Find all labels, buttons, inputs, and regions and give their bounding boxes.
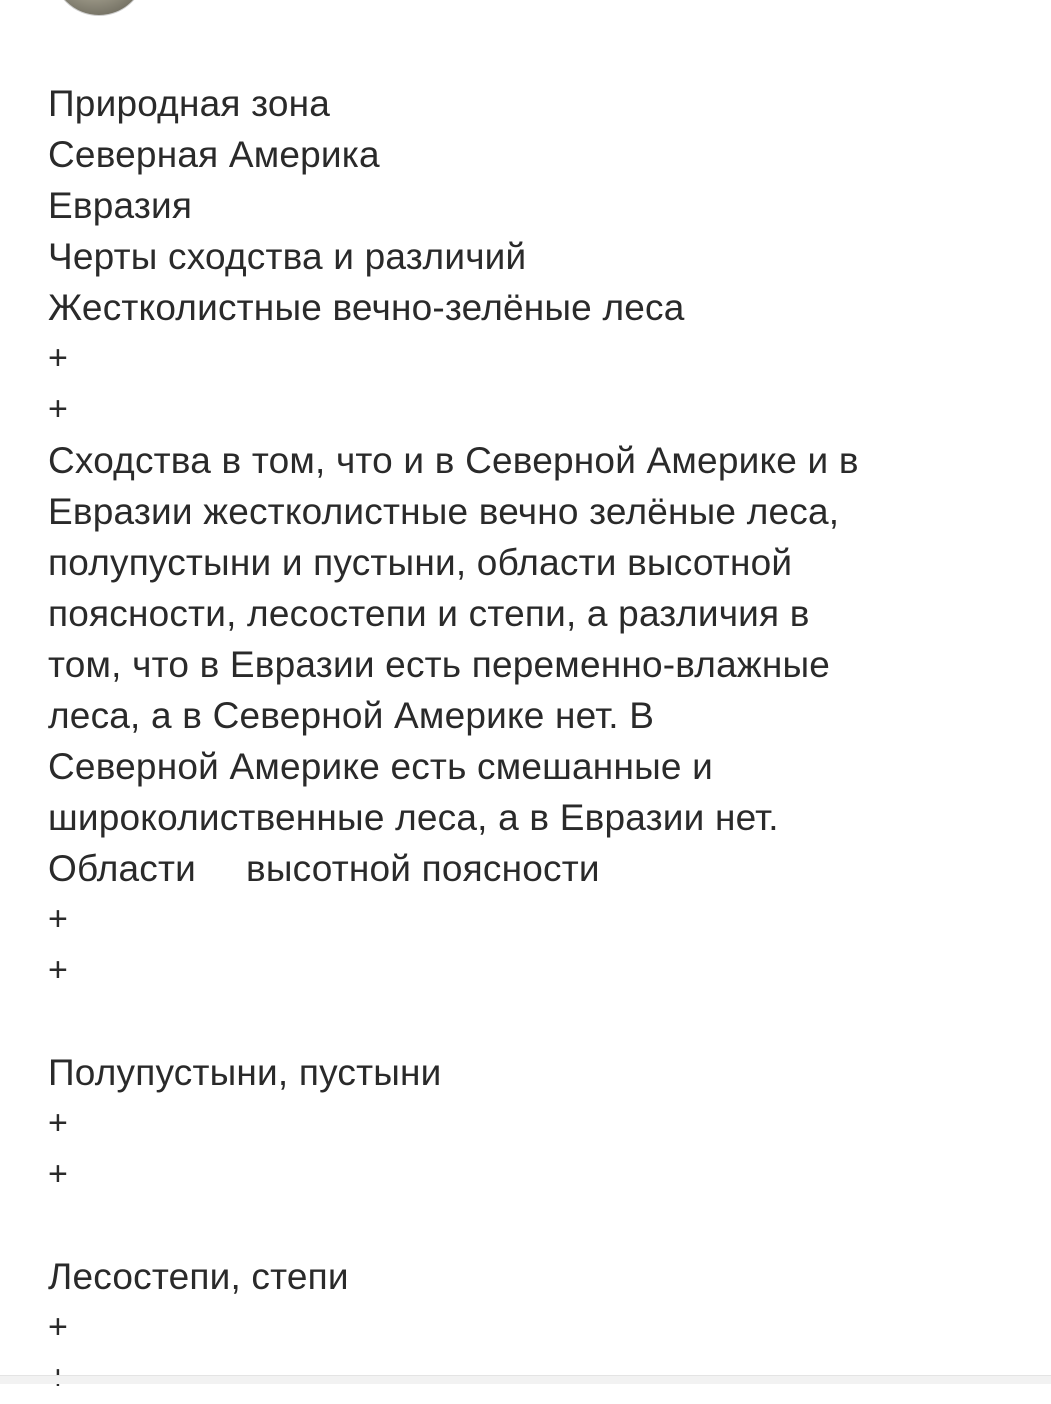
plus-mark: + (48, 1104, 69, 1142)
plus-mark: + (48, 951, 69, 989)
spacer (48, 996, 1038, 1047)
header-line-eurasia: Евразия (48, 185, 193, 226)
header-line-north-america: Северная Америка (48, 134, 380, 175)
header-line-sclerophyll-forests: Жестколистные вечно-зелёные леса (48, 287, 685, 328)
header-line-similarities: Черты сходства и различий (48, 236, 527, 277)
avatar (52, 0, 146, 16)
bottom-edge (0, 1375, 1051, 1384)
plus-mark: + (48, 1155, 69, 1193)
answer-content (48, 78, 1038, 1404)
paragraph-line: леса, а в Северной Америке нет. В (48, 695, 655, 736)
paragraph-line: полупустыни и пустыни, области высотной (48, 542, 793, 583)
paragraph-line: Северной Америке есть смешанные и (48, 746, 713, 787)
plus-mark: + (48, 339, 69, 377)
paragraph-line: Евразии жестколистные вечно зелёные леса, (48, 491, 840, 532)
paragraph-line: том, что в Евразии есть переменно-влажные (48, 644, 831, 685)
paragraph-line: поясности, лесостепи и степи, а различия в (48, 593, 810, 634)
header-line-zone: Природная зона (48, 83, 331, 124)
section-title-part2: высотной поясности (246, 848, 600, 889)
section-title-part1: Области (48, 848, 196, 889)
paragraph-line: Сходства в том, что и в Северной Америке и в (48, 440, 859, 481)
plus-mark: + (48, 1308, 69, 1346)
plus-mark: + (48, 900, 69, 938)
plus-mark: + (48, 390, 69, 428)
paragraph-line: широколиственные леса, а в Евразии нет. (48, 797, 779, 838)
spacer (48, 1200, 1038, 1251)
section-title-steppes: Лесостепи, степи (48, 1256, 349, 1297)
section-title-deserts: Полупустыни, пустыни (48, 1052, 442, 1093)
section-title-altitudinal-zones (48, 843, 1038, 894)
